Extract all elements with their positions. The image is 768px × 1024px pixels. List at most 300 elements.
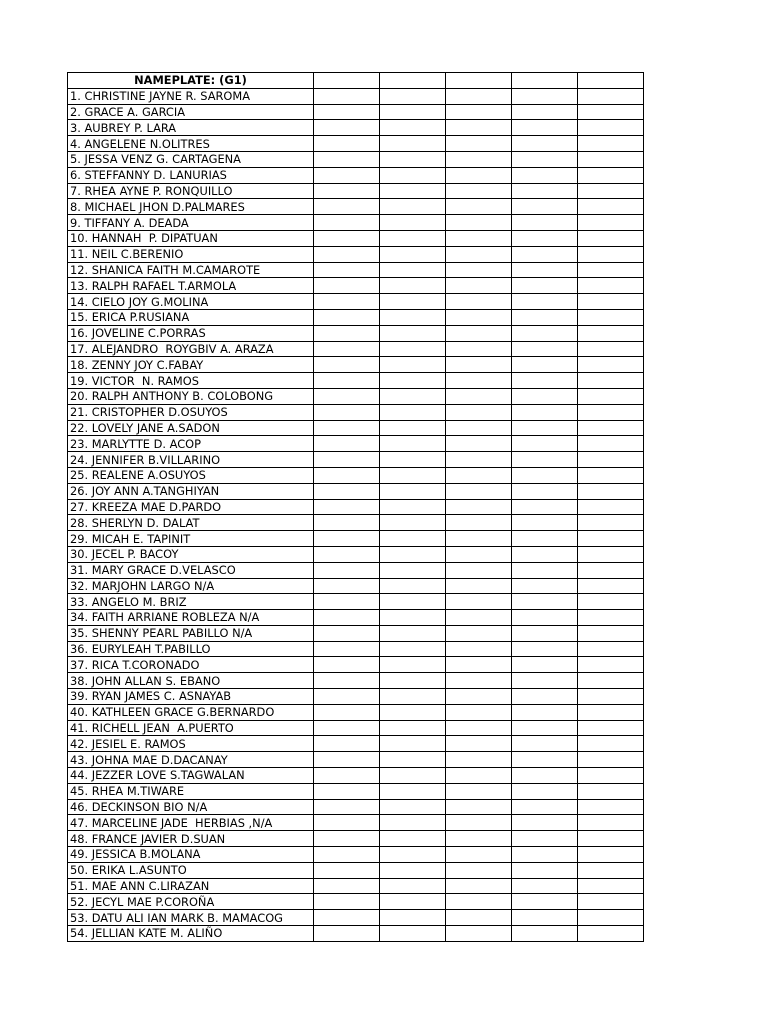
student-name-cell[interactable]: 19. VICTOR N. RAMOS	[68, 373, 314, 389]
student-name-cell[interactable]: 49. JESSICA B.MOLANA	[68, 847, 314, 863]
blank-cell[interactable]	[578, 88, 644, 104]
student-name-cell[interactable]: 13. RALPH RAFAEL T.ARMOLA	[68, 278, 314, 294]
student-name-cell[interactable]: 43. JOHNA MAE D.DACANAY	[68, 752, 314, 768]
blank-cell[interactable]	[578, 278, 644, 294]
blank-cell[interactable]	[314, 341, 380, 357]
blank-cell[interactable]	[578, 420, 644, 436]
blank-cell[interactable]	[446, 373, 512, 389]
student-name-cell[interactable]: 37. RICA T.CORONADO	[68, 657, 314, 673]
student-name-cell[interactable]: 14. CIELO JOY G.MOLINA	[68, 294, 314, 310]
blank-cell[interactable]	[512, 752, 578, 768]
blank-cell[interactable]	[314, 562, 380, 578]
blank-cell[interactable]	[380, 120, 446, 136]
blank-cell[interactable]	[578, 151, 644, 167]
blank-cell[interactable]	[578, 657, 644, 673]
blank-cell[interactable]	[380, 309, 446, 325]
blank-cell[interactable]	[512, 120, 578, 136]
blank-cell[interactable]	[446, 483, 512, 499]
blank-cell[interactable]	[512, 673, 578, 689]
blank-cell[interactable]	[446, 815, 512, 831]
blank-cell[interactable]	[314, 847, 380, 863]
blank-cell[interactable]	[446, 926, 512, 942]
blank-cell[interactable]	[314, 388, 380, 404]
blank-cell[interactable]	[578, 483, 644, 499]
blank-cell[interactable]	[512, 878, 578, 894]
blank-cell[interactable]	[314, 120, 380, 136]
student-name-cell[interactable]: 29. MICAH E. TAPINIT	[68, 531, 314, 547]
blank-cell[interactable]	[578, 926, 644, 942]
blank-cell[interactable]	[446, 436, 512, 452]
blank-cell[interactable]	[446, 215, 512, 231]
blank-cell[interactable]	[314, 278, 380, 294]
blank-cell[interactable]	[446, 183, 512, 199]
student-name-cell[interactable]: 50. ERIKA L.ASUNTO	[68, 862, 314, 878]
blank-cell[interactable]	[446, 720, 512, 736]
blank-cell[interactable]	[578, 246, 644, 262]
blank-cell[interactable]	[380, 499, 446, 515]
blank-cell[interactable]	[512, 578, 578, 594]
blank-cell[interactable]	[446, 325, 512, 341]
student-name-cell[interactable]: 31. MARY GRACE D.VELASCO	[68, 562, 314, 578]
blank-cell[interactable]	[314, 452, 380, 468]
blank-cell[interactable]	[314, 704, 380, 720]
student-name-cell[interactable]: 6. STEFFANNY D. LANURIAS	[68, 167, 314, 183]
blank-cell[interactable]	[578, 199, 644, 215]
blank-cell[interactable]	[446, 151, 512, 167]
blank-cell[interactable]	[314, 404, 380, 420]
header-blank-cell[interactable]	[314, 73, 380, 89]
blank-cell[interactable]	[314, 752, 380, 768]
blank-cell[interactable]	[380, 799, 446, 815]
blank-cell[interactable]	[314, 578, 380, 594]
blank-cell[interactable]	[380, 246, 446, 262]
blank-cell[interactable]	[446, 341, 512, 357]
blank-cell[interactable]	[578, 325, 644, 341]
blank-cell[interactable]	[380, 815, 446, 831]
blank-cell[interactable]	[380, 546, 446, 562]
blank-cell[interactable]	[314, 736, 380, 752]
blank-cell[interactable]	[512, 562, 578, 578]
blank-cell[interactable]	[578, 878, 644, 894]
header-blank-cell[interactable]	[380, 73, 446, 89]
blank-cell[interactable]	[578, 689, 644, 705]
blank-cell[interactable]	[380, 452, 446, 468]
blank-cell[interactable]	[380, 847, 446, 863]
student-name-cell[interactable]: 35. SHENNY PEARL PABILLO N/A	[68, 625, 314, 641]
student-name-cell[interactable]: 54. JELLIAN KATE M. ALIÑO	[68, 926, 314, 942]
blank-cell[interactable]	[578, 294, 644, 310]
student-name-cell[interactable]: 26. JOY ANN A.TANGHIYAN	[68, 483, 314, 499]
blank-cell[interactable]	[578, 309, 644, 325]
blank-cell[interactable]	[380, 594, 446, 610]
blank-cell[interactable]	[512, 704, 578, 720]
blank-cell[interactable]	[380, 657, 446, 673]
student-name-cell[interactable]: 4. ANGELENE N.OLITRES	[68, 136, 314, 152]
blank-cell[interactable]	[380, 404, 446, 420]
blank-cell[interactable]	[314, 720, 380, 736]
blank-cell[interactable]	[380, 736, 446, 752]
student-name-cell[interactable]: 41. RICHELL JEAN A.PUERTO	[68, 720, 314, 736]
blank-cell[interactable]	[314, 215, 380, 231]
blank-cell[interactable]	[512, 847, 578, 863]
blank-cell[interactable]	[380, 373, 446, 389]
blank-cell[interactable]	[512, 768, 578, 784]
blank-cell[interactable]	[314, 151, 380, 167]
blank-cell[interactable]	[380, 862, 446, 878]
blank-cell[interactable]	[446, 847, 512, 863]
blank-cell[interactable]	[314, 878, 380, 894]
blank-cell[interactable]	[314, 183, 380, 199]
student-name-cell[interactable]: 52. JECYL MAE P.COROÑA	[68, 894, 314, 910]
blank-cell[interactable]	[446, 167, 512, 183]
blank-cell[interactable]	[446, 610, 512, 626]
blank-cell[interactable]	[314, 815, 380, 831]
blank-cell[interactable]	[446, 278, 512, 294]
student-name-cell[interactable]: 9. TIFFANY A. DEADA	[68, 215, 314, 231]
blank-cell[interactable]	[380, 341, 446, 357]
blank-cell[interactable]	[380, 783, 446, 799]
header-blank-cell[interactable]	[512, 73, 578, 89]
blank-cell[interactable]	[446, 910, 512, 926]
blank-cell[interactable]	[578, 215, 644, 231]
blank-cell[interactable]	[446, 799, 512, 815]
blank-cell[interactable]	[446, 689, 512, 705]
blank-cell[interactable]	[446, 752, 512, 768]
student-name-cell[interactable]: 47. MARCELINE JADE HERBIAS ,N/A	[68, 815, 314, 831]
blank-cell[interactable]	[380, 641, 446, 657]
student-name-cell[interactable]: 36. EURYLEAH T.PABILLO	[68, 641, 314, 657]
blank-cell[interactable]	[446, 546, 512, 562]
student-name-cell[interactable]: 5. JESSA VENZ G. CARTAGENA	[68, 151, 314, 167]
blank-cell[interactable]	[578, 720, 644, 736]
blank-cell[interactable]	[578, 499, 644, 515]
blank-cell[interactable]	[446, 246, 512, 262]
student-name-cell[interactable]: 46. DECKINSON BIO N/A	[68, 799, 314, 815]
blank-cell[interactable]	[380, 610, 446, 626]
blank-cell[interactable]	[578, 452, 644, 468]
blank-cell[interactable]	[446, 404, 512, 420]
student-name-cell[interactable]: 22. LOVELY JANE A.SADON	[68, 420, 314, 436]
blank-cell[interactable]	[380, 562, 446, 578]
blank-cell[interactable]	[314, 104, 380, 120]
blank-cell[interactable]	[314, 531, 380, 547]
student-name-cell[interactable]: 40. KATHLEEN GRACE G.BERNARDO	[68, 704, 314, 720]
student-name-cell[interactable]: 48. FRANCE JAVIER D.SUAN	[68, 831, 314, 847]
blank-cell[interactable]	[446, 515, 512, 531]
blank-cell[interactable]	[446, 531, 512, 547]
blank-cell[interactable]	[512, 610, 578, 626]
blank-cell[interactable]	[314, 768, 380, 784]
blank-cell[interactable]	[380, 183, 446, 199]
blank-cell[interactable]	[446, 736, 512, 752]
blank-cell[interactable]	[512, 278, 578, 294]
blank-cell[interactable]	[314, 420, 380, 436]
blank-cell[interactable]	[446, 562, 512, 578]
blank-cell[interactable]	[446, 309, 512, 325]
blank-cell[interactable]	[578, 704, 644, 720]
blank-cell[interactable]	[380, 199, 446, 215]
student-name-cell[interactable]: 3. AUBREY P. LARA	[68, 120, 314, 136]
student-name-cell[interactable]: 18. ZENNY JOY C.FABAY	[68, 357, 314, 373]
blank-cell[interactable]	[512, 452, 578, 468]
blank-cell[interactable]	[512, 357, 578, 373]
blank-cell[interactable]	[578, 230, 644, 246]
student-name-cell[interactable]: 32. MARJOHN LARGO N/A	[68, 578, 314, 594]
student-name-cell[interactable]: 30. JECEL P. BACOY	[68, 546, 314, 562]
student-name-cell[interactable]: 16. JOVELINE C.PORRAS	[68, 325, 314, 341]
blank-cell[interactable]	[512, 689, 578, 705]
blank-cell[interactable]	[512, 341, 578, 357]
blank-cell[interactable]	[314, 136, 380, 152]
blank-cell[interactable]	[314, 357, 380, 373]
blank-cell[interactable]	[314, 88, 380, 104]
blank-cell[interactable]	[446, 831, 512, 847]
blank-cell[interactable]	[380, 388, 446, 404]
blank-cell[interactable]	[314, 167, 380, 183]
blank-cell[interactable]	[446, 499, 512, 515]
blank-cell[interactable]	[380, 151, 446, 167]
blank-cell[interactable]	[314, 325, 380, 341]
blank-cell[interactable]	[578, 136, 644, 152]
blank-cell[interactable]	[578, 783, 644, 799]
blank-cell[interactable]	[314, 294, 380, 310]
blank-cell[interactable]	[380, 720, 446, 736]
blank-cell[interactable]	[380, 215, 446, 231]
blank-cell[interactable]	[512, 546, 578, 562]
blank-cell[interactable]	[578, 357, 644, 373]
student-name-cell[interactable]: 44. JEZZER LOVE S.TAGWALAN	[68, 768, 314, 784]
blank-cell[interactable]	[512, 136, 578, 152]
blank-cell[interactable]	[512, 262, 578, 278]
blank-cell[interactable]	[512, 325, 578, 341]
blank-cell[interactable]	[578, 531, 644, 547]
blank-cell[interactable]	[578, 752, 644, 768]
blank-cell[interactable]	[314, 373, 380, 389]
blank-cell[interactable]	[314, 641, 380, 657]
blank-cell[interactable]	[314, 926, 380, 942]
blank-cell[interactable]	[578, 831, 644, 847]
blank-cell[interactable]	[512, 894, 578, 910]
blank-cell[interactable]	[512, 309, 578, 325]
blank-cell[interactable]	[578, 373, 644, 389]
blank-cell[interactable]	[314, 230, 380, 246]
student-name-cell[interactable]: 53. DATU ALI IAN MARK B. MAMACOG	[68, 910, 314, 926]
blank-cell[interactable]	[380, 325, 446, 341]
blank-cell[interactable]	[578, 910, 644, 926]
student-name-cell[interactable]: 17. ALEJANDRO ROYGBIV A. ARAZA	[68, 341, 314, 357]
blank-cell[interactable]	[446, 452, 512, 468]
blank-cell[interactable]	[512, 467, 578, 483]
blank-cell[interactable]	[314, 625, 380, 641]
blank-cell[interactable]	[446, 230, 512, 246]
blank-cell[interactable]	[380, 768, 446, 784]
blank-cell[interactable]	[380, 531, 446, 547]
blank-cell[interactable]	[512, 625, 578, 641]
blank-cell[interactable]	[512, 531, 578, 547]
blank-cell[interactable]	[446, 704, 512, 720]
blank-cell[interactable]	[380, 704, 446, 720]
blank-cell[interactable]	[578, 815, 644, 831]
blank-cell[interactable]	[512, 799, 578, 815]
blank-cell[interactable]	[380, 578, 446, 594]
student-name-cell[interactable]: 38. JOHN ALLAN S. EBANO	[68, 673, 314, 689]
blank-cell[interactable]	[314, 262, 380, 278]
blank-cell[interactable]	[380, 278, 446, 294]
student-name-cell[interactable]: 24. JENNIFER B.VILLARINO	[68, 452, 314, 468]
blank-cell[interactable]	[380, 878, 446, 894]
blank-cell[interactable]	[446, 467, 512, 483]
blank-cell[interactable]	[578, 436, 644, 452]
blank-cell[interactable]	[446, 673, 512, 689]
blank-cell[interactable]	[512, 783, 578, 799]
blank-cell[interactable]	[380, 910, 446, 926]
blank-cell[interactable]	[446, 641, 512, 657]
blank-cell[interactable]	[380, 294, 446, 310]
student-name-cell[interactable]: 33. ANGELO M. BRIZ	[68, 594, 314, 610]
student-name-cell[interactable]: 11. NEIL C.BERENIO	[68, 246, 314, 262]
blank-cell[interactable]	[512, 736, 578, 752]
blank-cell[interactable]	[314, 467, 380, 483]
blank-cell[interactable]	[578, 388, 644, 404]
blank-cell[interactable]	[512, 720, 578, 736]
blank-cell[interactable]	[380, 136, 446, 152]
blank-cell[interactable]	[446, 594, 512, 610]
blank-cell[interactable]	[380, 357, 446, 373]
blank-cell[interactable]	[512, 230, 578, 246]
blank-cell[interactable]	[314, 894, 380, 910]
header-cell[interactable]: NAMEPLATE: (G1)	[68, 73, 314, 89]
blank-cell[interactable]	[380, 483, 446, 499]
blank-cell[interactable]	[446, 88, 512, 104]
blank-cell[interactable]	[578, 768, 644, 784]
blank-cell[interactable]	[314, 783, 380, 799]
student-name-cell[interactable]: 20. RALPH ANTHONY B. COLOBONG	[68, 388, 314, 404]
blank-cell[interactable]	[512, 926, 578, 942]
blank-cell[interactable]	[446, 120, 512, 136]
blank-cell[interactable]	[446, 657, 512, 673]
blank-cell[interactable]	[512, 420, 578, 436]
student-name-cell[interactable]: 10. HANNAH P. DIPATUAN	[68, 230, 314, 246]
blank-cell[interactable]	[314, 831, 380, 847]
blank-cell[interactable]	[446, 104, 512, 120]
blank-cell[interactable]	[578, 610, 644, 626]
blank-cell[interactable]	[512, 594, 578, 610]
blank-cell[interactable]	[314, 799, 380, 815]
blank-cell[interactable]	[380, 752, 446, 768]
student-name-cell[interactable]: 51. MAE ANN C.LIRAZAN	[68, 878, 314, 894]
blank-cell[interactable]	[578, 673, 644, 689]
blank-cell[interactable]	[512, 436, 578, 452]
blank-cell[interactable]	[512, 373, 578, 389]
blank-cell[interactable]	[314, 594, 380, 610]
student-name-cell[interactable]: 12. SHANICA FAITH M.CAMAROTE	[68, 262, 314, 278]
blank-cell[interactable]	[314, 862, 380, 878]
blank-cell[interactable]	[380, 436, 446, 452]
blank-cell[interactable]	[512, 183, 578, 199]
blank-cell[interactable]	[512, 499, 578, 515]
blank-cell[interactable]	[446, 783, 512, 799]
student-name-cell[interactable]: 27. KREEZA MAE D.PARDO	[68, 499, 314, 515]
blank-cell[interactable]	[446, 862, 512, 878]
header-blank-cell[interactable]	[446, 73, 512, 89]
blank-cell[interactable]	[578, 562, 644, 578]
blank-cell[interactable]	[314, 910, 380, 926]
blank-cell[interactable]	[380, 88, 446, 104]
blank-cell[interactable]	[446, 420, 512, 436]
blank-cell[interactable]	[512, 831, 578, 847]
blank-cell[interactable]	[578, 578, 644, 594]
blank-cell[interactable]	[578, 847, 644, 863]
blank-cell[interactable]	[578, 736, 644, 752]
blank-cell[interactable]	[380, 689, 446, 705]
blank-cell[interactable]	[578, 799, 644, 815]
blank-cell[interactable]	[446, 625, 512, 641]
blank-cell[interactable]	[314, 689, 380, 705]
blank-cell[interactable]	[578, 262, 644, 278]
blank-cell[interactable]	[380, 515, 446, 531]
blank-cell[interactable]	[512, 246, 578, 262]
blank-cell[interactable]	[446, 768, 512, 784]
blank-cell[interactable]	[512, 641, 578, 657]
blank-cell[interactable]	[380, 104, 446, 120]
blank-cell[interactable]	[314, 499, 380, 515]
blank-cell[interactable]	[380, 831, 446, 847]
blank-cell[interactable]	[314, 436, 380, 452]
blank-cell[interactable]	[512, 815, 578, 831]
blank-cell[interactable]	[314, 673, 380, 689]
blank-cell[interactable]	[512, 151, 578, 167]
blank-cell[interactable]	[578, 183, 644, 199]
blank-cell[interactable]	[314, 199, 380, 215]
blank-cell[interactable]	[314, 246, 380, 262]
blank-cell[interactable]	[314, 515, 380, 531]
blank-cell[interactable]	[446, 878, 512, 894]
blank-cell[interactable]	[578, 862, 644, 878]
blank-cell[interactable]	[578, 104, 644, 120]
header-blank-cell[interactable]	[578, 73, 644, 89]
student-name-cell[interactable]: 2. GRACE A. GARCIA	[68, 104, 314, 120]
blank-cell[interactable]	[578, 641, 644, 657]
student-name-cell[interactable]: 28. SHERLYN D. DALAT	[68, 515, 314, 531]
blank-cell[interactable]	[380, 467, 446, 483]
blank-cell[interactable]	[446, 199, 512, 215]
blank-cell[interactable]	[512, 657, 578, 673]
blank-cell[interactable]	[380, 625, 446, 641]
student-name-cell[interactable]: 21. CRISTOPHER D.OSUYOS	[68, 404, 314, 420]
blank-cell[interactable]	[512, 104, 578, 120]
blank-cell[interactable]	[578, 625, 644, 641]
blank-cell[interactable]	[314, 610, 380, 626]
student-name-cell[interactable]: 1. CHRISTINE JAYNE R. SAROMA	[68, 88, 314, 104]
blank-cell[interactable]	[512, 515, 578, 531]
student-name-cell[interactable]: 34. FAITH ARRIANE ROBLEZA N/A	[68, 610, 314, 626]
blank-cell[interactable]	[512, 910, 578, 926]
blank-cell[interactable]	[512, 199, 578, 215]
blank-cell[interactable]	[380, 894, 446, 910]
blank-cell[interactable]	[512, 167, 578, 183]
blank-cell[interactable]	[380, 926, 446, 942]
blank-cell[interactable]	[446, 294, 512, 310]
blank-cell[interactable]	[446, 894, 512, 910]
blank-cell[interactable]	[512, 404, 578, 420]
blank-cell[interactable]	[512, 483, 578, 499]
student-name-cell[interactable]: 45. RHEA M.TIWARE	[68, 783, 314, 799]
blank-cell[interactable]	[446, 578, 512, 594]
blank-cell[interactable]	[578, 546, 644, 562]
student-name-cell[interactable]: 23. MARLYTTE D. ACOP	[68, 436, 314, 452]
blank-cell[interactable]	[578, 404, 644, 420]
blank-cell[interactable]	[380, 262, 446, 278]
